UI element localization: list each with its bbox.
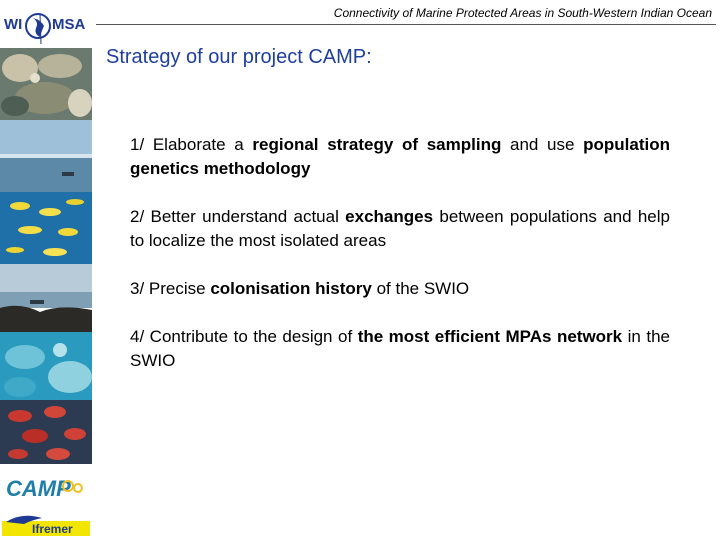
slide-title: Strategy of our project CAMP: <box>106 46 372 68</box>
strategy-points <box>130 133 670 397</box>
logo-text-right: MSA <box>52 16 86 33</box>
header-divider <box>96 24 716 25</box>
sea-photo <box>0 120 92 192</box>
point-text: and use <box>501 135 584 154</box>
strategy-point-1 <box>130 133 670 181</box>
point-text: in the SWIO <box>130 327 670 370</box>
red-fish-photo <box>0 400 92 464</box>
coast-photo <box>0 264 92 332</box>
header-title: Connectivity of Marine Protected Areas in South-Western Indian Ocean <box>333 6 712 20</box>
point-text: 2/ Better understand actual <box>130 207 346 226</box>
camp-logo <box>2 466 90 510</box>
strategy-point-2 <box>130 205 670 253</box>
ifremer-logo-text: Ifremer <box>32 522 73 536</box>
fish-school-photo <box>0 192 92 264</box>
logo-text-left: WI <box>4 16 23 33</box>
point-text <box>393 135 402 154</box>
point-bold-text: colonisation history <box>210 279 372 298</box>
globe-icon <box>25 4 51 48</box>
point-bold-text: the most efficient MPAs network <box>357 327 623 346</box>
point-text: 4/ Contribute to the design of <box>130 327 358 346</box>
strategy-point-4 <box>130 325 670 373</box>
point-text: 1/ Elaborate a <box>130 135 253 154</box>
point-text: between populations and help to localize the most isolated areas <box>130 207 670 250</box>
point-text: 3/ Precise <box>130 279 211 298</box>
point-bold-text: population genetics methodology <box>130 135 670 178</box>
strategy-point-3 <box>130 277 670 301</box>
camp-logo-text: CAMP <box>6 476 71 501</box>
point-text: of the SWIO <box>371 279 470 298</box>
wiomsa-logo <box>4 4 90 48</box>
coral-photo <box>0 48 92 120</box>
point-bold-text: of sampling <box>402 135 502 154</box>
point-bold-text: exchanges <box>345 207 434 226</box>
reef-photo <box>0 332 92 400</box>
ifremer-logo <box>2 512 90 536</box>
point-bold-text: regional strategy <box>252 135 394 154</box>
ifremer-logo-graphic <box>2 512 90 536</box>
camp-logo-graphic <box>2 466 90 510</box>
